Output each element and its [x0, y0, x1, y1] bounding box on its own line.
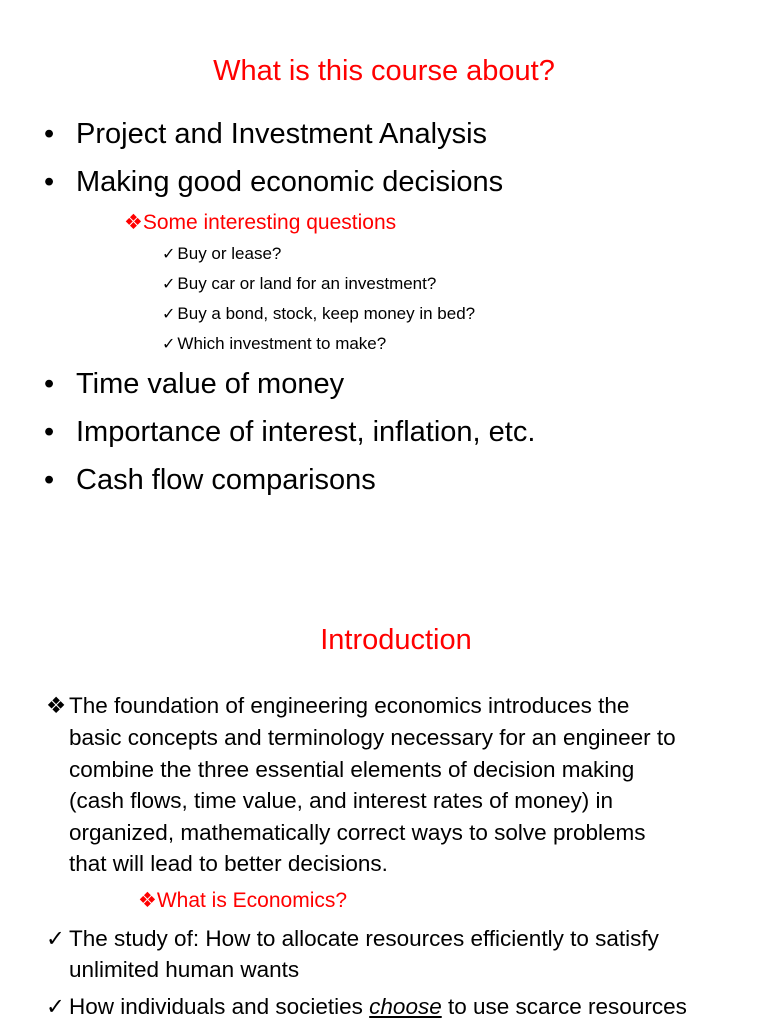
paragraph-line: organized, mathematically correct ways to solve problems: [69, 820, 646, 845]
checkmark-icon: ✓: [162, 246, 176, 263]
diamond-icon: ❖: [138, 889, 157, 912]
section-title: Introduction: [320, 624, 472, 656]
bullet-dot: •: [44, 416, 55, 448]
point-line: The study of: How to allocate resources efficiently to satisfy: [69, 926, 659, 951]
question-text: Which investment to make?: [177, 334, 387, 353]
slide-title: What is this course about?: [213, 55, 555, 87]
point-line: [69, 991, 687, 1023]
question-item: [162, 334, 386, 354]
bullet-dot: •: [44, 368, 55, 400]
paragraph-line: combine the three essential elements of decision making: [69, 757, 635, 782]
paragraph-diamond-icon: [46, 690, 66, 722]
question-text: Buy car or land for an investment?: [177, 274, 437, 293]
question-item: [162, 244, 281, 264]
paragraph-line: The foundation of engineering economics introduces the: [69, 693, 630, 718]
sub-heading-text: Some interesting questions: [142, 211, 397, 234]
bullet-text: Making good economic decisions: [76, 166, 504, 198]
paragraph-line: basic concepts and terminology necessary for an engineer to: [69, 725, 676, 750]
bullet-item: [44, 416, 535, 449]
bullet-text: Time value of money: [76, 368, 345, 400]
question-item: [162, 274, 436, 294]
checkmark-icon: ✓: [162, 306, 176, 323]
point-text: to use scarce resources: [441, 994, 687, 1019]
question-text: Buy a bond, stock, keep money in bed?: [177, 304, 476, 323]
bullet-dot: •: [44, 464, 55, 496]
bullet-dot: •: [44, 166, 55, 198]
bullet-text: Project and Investment Analysis: [76, 118, 488, 150]
sub-heading: [138, 888, 347, 913]
checkmark-icon: ✓: [162, 276, 176, 293]
bullet-item: [44, 166, 503, 199]
bullet-text: Importance of interest, inflation, etc.: [76, 416, 536, 448]
bullet-text: Cash flow comparisons: [76, 464, 376, 496]
checkmark-icon: ✓: [46, 926, 65, 951]
paragraph-line: that will lead to better decisions.: [69, 851, 388, 876]
question-text: Buy or lease?: [177, 244, 282, 263]
bullet-item: [44, 118, 487, 151]
point-line: unlimited human wants: [69, 957, 300, 982]
bullet-item: [44, 368, 344, 401]
point-text: How individuals and societies: [69, 994, 370, 1019]
point-emphasis: choose: [369, 994, 442, 1019]
sub-heading-text: What is Economics?: [156, 889, 348, 912]
question-item: [162, 304, 475, 324]
sub-heading: [124, 210, 396, 235]
bullet-dot: •: [44, 118, 55, 150]
checkmark-icon: ✓: [162, 336, 176, 353]
checkmark-icon: ✓: [46, 994, 65, 1019]
bullet-item: [44, 464, 376, 497]
paragraph-line: (cash flows, time value, and interest rates of money) in: [69, 788, 613, 813]
diamond-icon: ❖: [124, 211, 143, 234]
diamond-icon: ❖: [46, 693, 67, 718]
